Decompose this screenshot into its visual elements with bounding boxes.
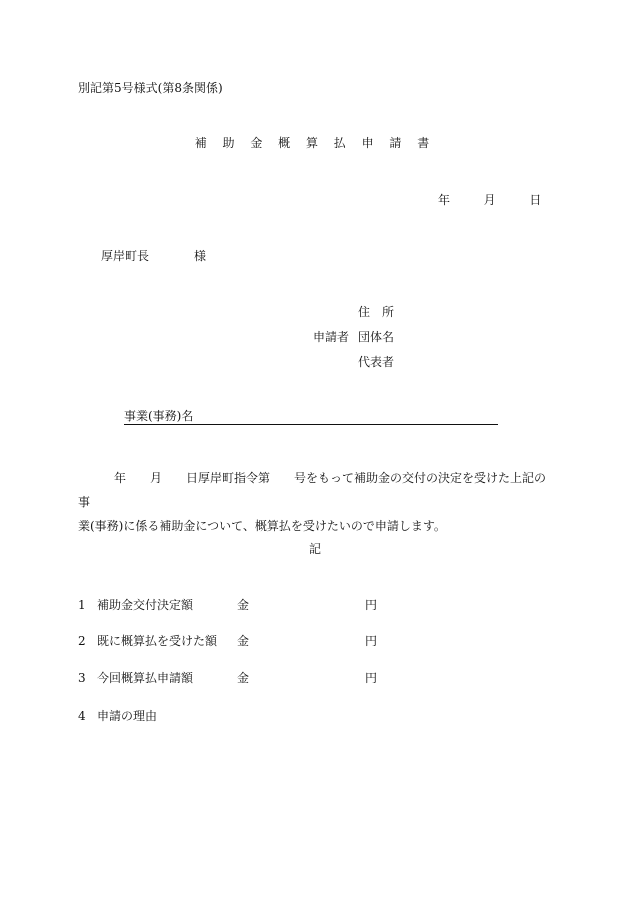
item-2-yen: 円 xyxy=(365,634,378,648)
item-4-number: 4 xyxy=(78,709,86,723)
item-3-yen: 円 xyxy=(365,671,378,685)
date-day: 日 xyxy=(529,193,542,207)
addressee xyxy=(101,250,206,262)
date-line xyxy=(438,194,541,206)
project-name-label: 事業(事務)名 xyxy=(124,409,194,423)
form-number-label: 別記第5号様式(第8条関係) xyxy=(78,81,223,95)
item-3-label: 今回概算払申請額 xyxy=(97,671,194,685)
document-title: 補 助 金 概 算 払 申 請 書 xyxy=(194,136,436,150)
date-month: 月 xyxy=(483,193,496,207)
item-2-kin: 金 xyxy=(237,634,250,648)
organization-label: 団体名 xyxy=(358,330,395,344)
item-1-kin: 金 xyxy=(237,598,250,612)
item-2-label: 既に概算払を受けた額 xyxy=(97,634,218,648)
project-name-field xyxy=(124,410,498,425)
address-label: 住 所 xyxy=(358,305,395,319)
addressee-name: 厚岸町長 xyxy=(101,249,150,263)
item-4-label: 申請の理由 xyxy=(97,709,158,723)
item-2-number: 2 xyxy=(78,634,86,648)
item-1-number: 1 xyxy=(78,598,86,612)
date-year: 年 xyxy=(438,193,451,207)
item-3-kin: 金 xyxy=(237,671,250,685)
body-line-1: 年 月 日厚岸町指令第 号をもって補助金の交付の決定を受けた上記の事 xyxy=(78,471,547,509)
item-1-yen: 円 xyxy=(365,598,378,612)
body-paragraph xyxy=(78,466,548,538)
addressee-honorific: 様 xyxy=(194,249,207,263)
item-1-label: 補助金交付決定額 xyxy=(97,598,194,612)
body-line-2: 業(事務)に係る補助金について、概算払を受けたいので申請します。 xyxy=(78,519,446,533)
item-3-number: 3 xyxy=(78,671,86,685)
ki-heading: 記 xyxy=(308,542,321,556)
representative-label: 代表者 xyxy=(358,355,395,369)
applicant-label: 申請者 xyxy=(313,330,350,344)
